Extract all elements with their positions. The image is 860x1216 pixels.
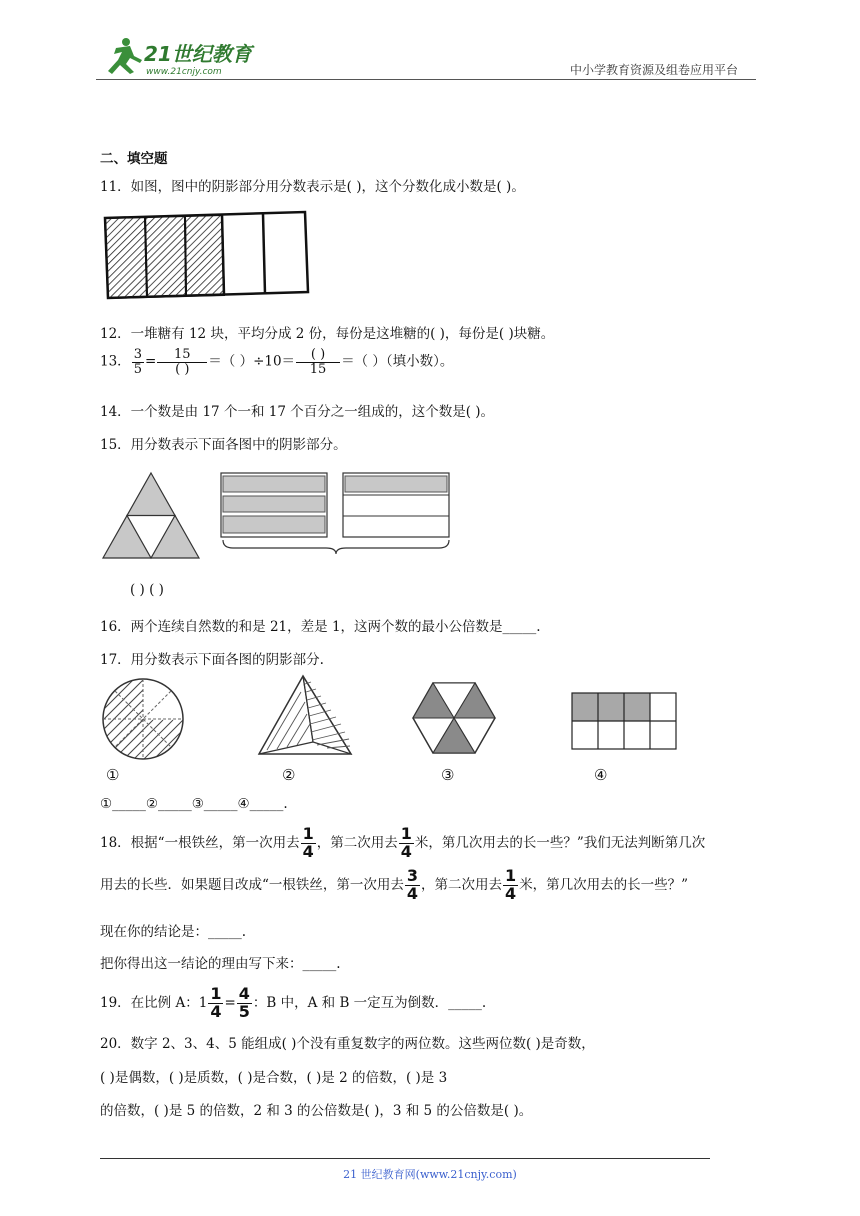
question-18-reason: 把你得出这一结论的理由写下来：_____. bbox=[100, 956, 341, 972]
logo-text: 21世纪教育 bbox=[144, 42, 252, 66]
question-18-conclusion: 现在你的结论是：_____. bbox=[100, 924, 247, 940]
q15-triangle-figure bbox=[100, 470, 202, 566]
q17-label-3: ③ bbox=[441, 766, 455, 784]
q17-label-2: ② bbox=[282, 766, 296, 784]
runner-icon bbox=[108, 38, 142, 74]
section-title: 二、填空题 bbox=[100, 151, 168, 167]
q17-circle-figure bbox=[97, 676, 193, 766]
q19-mixed-fraction: $\frac{1}{4}$ bbox=[210, 984, 222, 1021]
header-divider bbox=[96, 79, 756, 80]
q17-answers: ①_____②_____③_____④_____. bbox=[100, 796, 288, 812]
q13-middle: ＝（ ）÷10＝ bbox=[208, 353, 296, 370]
question-19: 19．在比例 A：1 $\frac{1}{4}$ = $\frac{4}{5}$ ：B 中，A 和 B 一定互为倒数．_____. bbox=[100, 984, 487, 1021]
q17-label-4: ④ bbox=[594, 766, 608, 784]
footer-link[interactable]: 21 世纪教育网(www.21cnjy.com) bbox=[343, 1168, 517, 1181]
q17-triangle-figure bbox=[255, 672, 355, 764]
platform-name: 中小学教育资源及组卷应用平台 bbox=[570, 63, 739, 77]
question-16: 16．两个连续自然数的和是 21，差是 1，这两个数的最小公倍数是_____. bbox=[100, 619, 541, 635]
question-18-line-1: 18．根据“一根铁丝，第一次用去 $\frac{1}{4}$ ，第二次用去 $\frac{1}{4}$ 米，第几次用去的长一些？”我们无法判断第几次 bbox=[100, 824, 706, 861]
q11-figure bbox=[100, 208, 315, 307]
question-13: 13． $\frac{3}{5}$ = $\frac{15}{( )}$ ＝（ ）÷10＝ $\frac{( )}{15}$ ＝（ ）（填小数）。 bbox=[100, 347, 454, 377]
q15-bars-figure bbox=[218, 470, 454, 560]
q13-fraction-2: $\frac{15}{( )}$ bbox=[157, 348, 207, 376]
q13-fraction-1: $\frac{3}{5}$ bbox=[133, 347, 142, 377]
question-14: 14．一个数是由 17 个一和 17 个百分之一组成的，这个数是( )。 bbox=[100, 404, 495, 420]
q18-fraction-b: $\frac{1}{4}$ bbox=[400, 824, 412, 861]
question-11: 11．如图，图中的阴影部分用分数表示是( )，这个分数化成小数是( )。 bbox=[100, 179, 525, 195]
site-logo bbox=[96, 34, 266, 80]
q13-tail: ＝（ ）（填小数）。 bbox=[341, 353, 454, 370]
logo-url: www.21cnjy.com bbox=[146, 67, 222, 77]
q18-fraction-a: $\frac{1}{4}$ bbox=[302, 824, 314, 861]
q18-fraction-c: $\frac{3}{4}$ bbox=[406, 866, 419, 903]
q17-grid-figure bbox=[570, 691, 680, 757]
q13-number: 13． bbox=[100, 353, 131, 370]
question-15: 15．用分数表示下面各图中的阴影部分。 bbox=[100, 437, 347, 453]
footer-divider bbox=[100, 1158, 710, 1159]
q15-answers: ( ) ( ) bbox=[130, 582, 164, 598]
q17-label-1: ① bbox=[106, 766, 120, 784]
question-18-line-2: 用去的长些．如果题目改成“一根铁丝，第一次用去 $\frac{3}{4}$ ，第二次用去 $\frac{1}{4}$ 米，第几次用去的长一些？” bbox=[100, 866, 689, 903]
question-20-line-1: 20．数字 2、3、4、5 能组成( )个没有重复数字的两位数。这些两位数( )是奇数， bbox=[100, 1036, 595, 1052]
q19-fraction: $\frac{4}{5}$ bbox=[238, 984, 250, 1021]
question-12: 12．一堆糖有 12 块，平均分成 2 份，每份是这堆糖的( )，每份是( )块糖。 bbox=[100, 326, 555, 342]
question-20-line-2: ( )是偶数，( )是质数，( )是合数，( )是 2 的倍数，( )是 3 bbox=[100, 1070, 448, 1086]
q17-hexagon-figure bbox=[411, 680, 497, 760]
question-20-line-3: 的倍数，( )是 5 的倍数，2 和 3 的公倍数是( )，3 和 5 的公倍数是( )。 bbox=[100, 1103, 533, 1119]
q18-fraction-d: $\frac{1}{4}$ bbox=[505, 866, 517, 903]
question-17: 17．用分数表示下面各图的阴影部分. bbox=[100, 652, 324, 668]
q13-fraction-3: $\frac{( )}{15}$ bbox=[296, 348, 340, 376]
